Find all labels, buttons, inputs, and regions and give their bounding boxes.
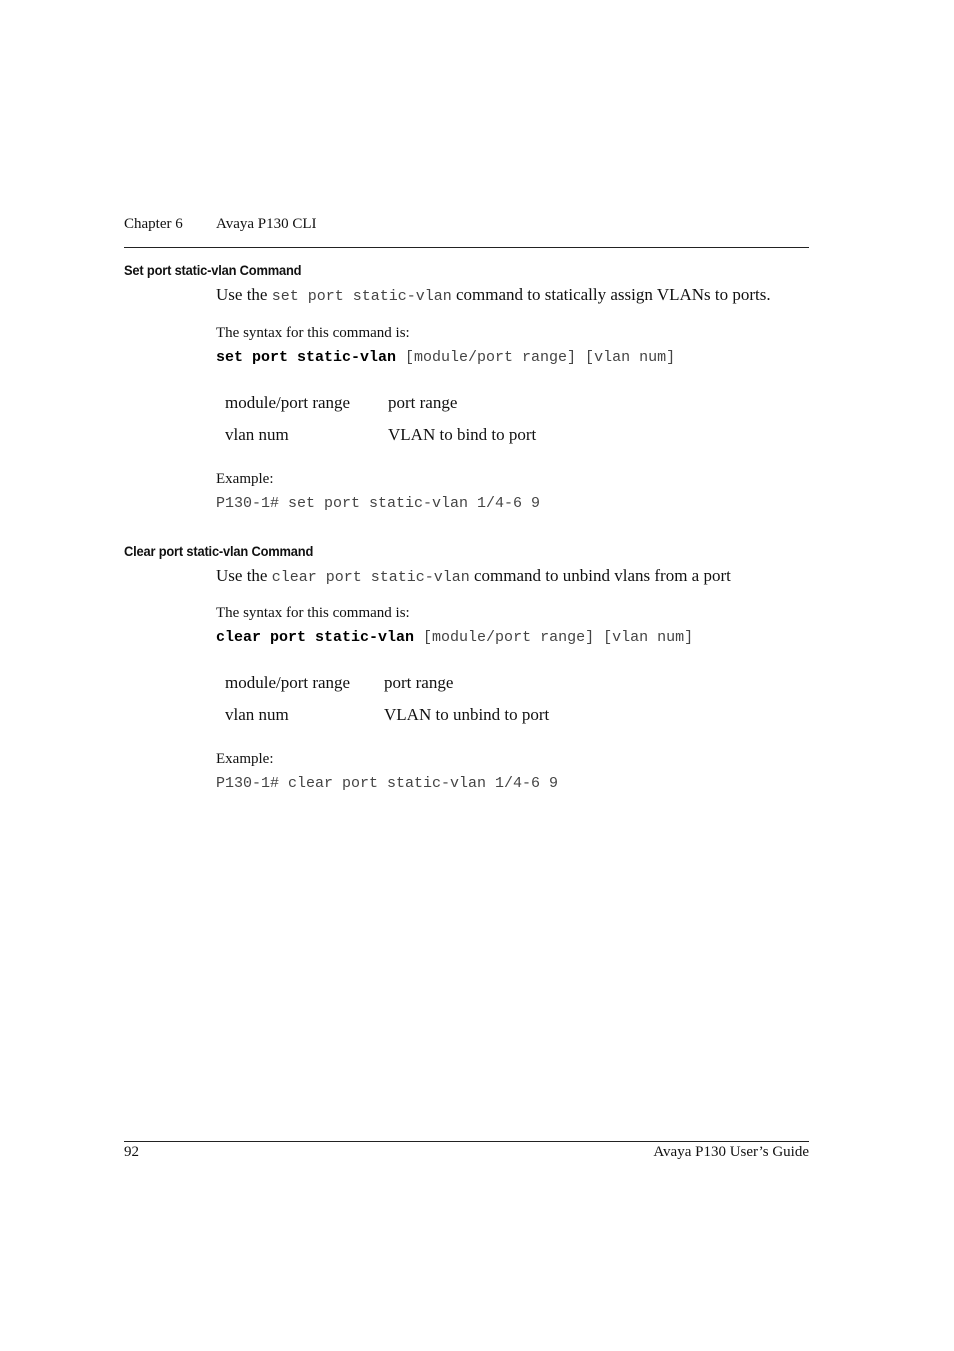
syntax-args: [module/port range] [vlan num] [396,349,676,366]
intro-prefix: Use the [216,566,268,585]
header-title: Avaya P130 CLI [216,216,317,232]
section-heading-clear: Clear port static-vlan Command [124,543,314,559]
example-code-clear: P130-1# clear port static-vlan 1/4-6 9 [216,775,559,792]
example-label-clear: Example: [216,751,274,767]
syntax-line-set [216,349,675,366]
param-desc: VLAN to unbind to port [384,705,550,724]
footer-rule [124,1141,809,1142]
param-name: module/port range [225,393,351,412]
intro-suffix: command to unbind vlans from a port [474,566,731,585]
intro-code: clear port static-vlan [271,569,470,586]
param-desc: VLAN to bind to port [388,425,537,444]
example-code-set: P130-1# set port static-vlan 1/4-6 9 [216,495,541,512]
param-desc: port range [384,673,454,692]
page-number: 92 [124,1144,139,1160]
syntax-command: clear port static-vlan [216,629,415,646]
param-desc: port range [388,393,458,412]
syntax-command: set port static-vlan [216,349,397,366]
intro-suffix: command to statically assign VLANs to ports. [456,285,771,304]
footer-guide-title: Avaya P130 User’s Guide [653,1144,809,1160]
header-chapter: Chapter 6 [124,216,183,232]
syntax-label-set: The syntax for this command is: [216,325,410,341]
syntax-label-clear: The syntax for this command is: [216,605,410,621]
intro-code: set port static-vlan [271,288,452,305]
intro-prefix: Use the [216,285,268,304]
section-intro-set [216,285,771,305]
syntax-line-clear [216,629,693,646]
syntax-args: [module/port range] [vlan num] [414,629,694,646]
header-rule [124,247,809,248]
param-name: vlan num [225,705,289,724]
param-name: module/port range [225,673,351,692]
section-heading-set: Set port static-vlan Command [124,262,302,278]
section-intro-clear [216,566,731,586]
example-label-set: Example: [216,471,274,487]
param-name: vlan num [225,425,289,444]
